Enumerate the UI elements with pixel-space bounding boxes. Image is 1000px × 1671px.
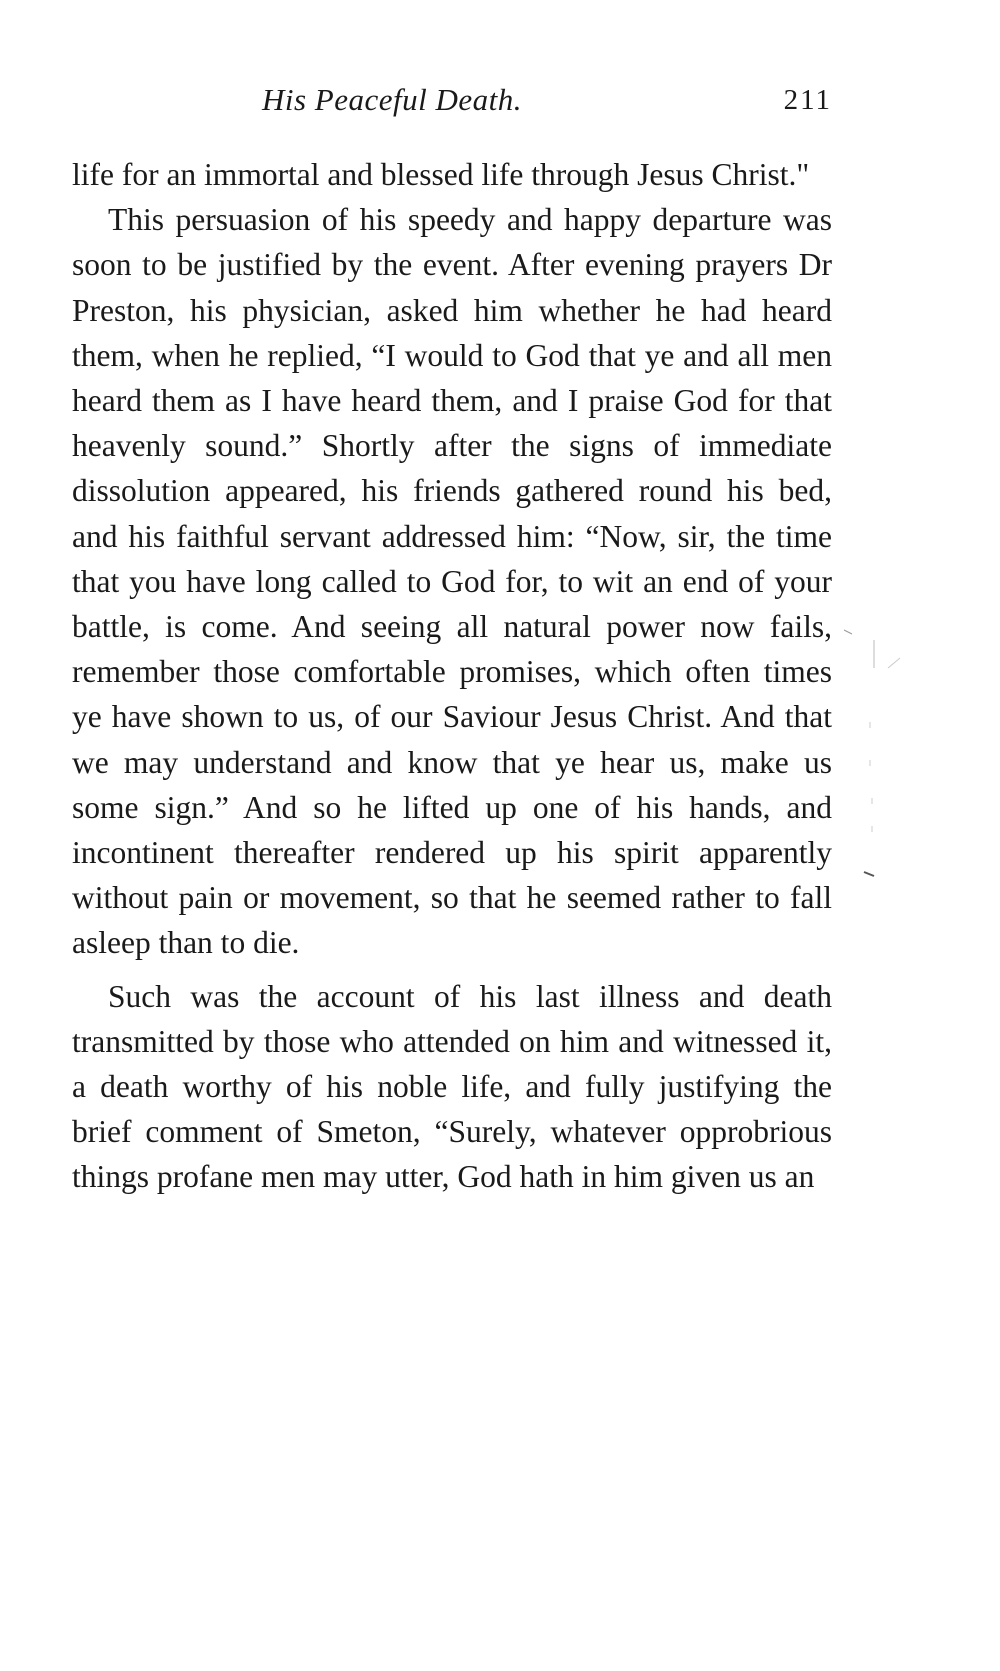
paragraph-continued: life for an immortal and blessed life through Jesus Christ." (72, 157, 810, 192)
body-text (72, 152, 832, 1200)
paragraph-departure: This persuasion of his speedy and happy departure was soon to be justified by the event. After evening prayers Dr Preston, his physician, asked him whether he had heard them, when he replied, “I would to God that ye and all men heard them as I have heard them, and I praise God for that heavenly sound.” Shortly after the signs of immediate dissolution appeared, his friends gathered round his bed, and his faithful servant addressed him: “Now, sir, the time that you have long called to God for, to wit an end of your battle, is come. And seeing all natural power now fails, remember those comfortable promises, which often times ye have shown to us, of our Saviour Jesus Christ. And that we may understand and know that ye hear us, make us some sign.” And so he lifted up one of his hands, and incontinent thereafter rendered up his spirit apparently without pain or movement, so that he seemed rather to fall asleep than to die. (72, 202, 832, 961)
page-number: 211 (783, 84, 832, 116)
running-title: His Peaceful Death. (261, 82, 522, 117)
paragraph-account: Such was the account of his last illness and death transmitted by those who attended on him and witnessed it, a death worthy of his noble life, and fully justifying the brief comment of Smeton, “Surely, whatever opprobrious things profane men may utter, God hath in him given us an (72, 978, 832, 1195)
running-head (72, 82, 832, 122)
margin-pencil-marks (842, 610, 922, 890)
